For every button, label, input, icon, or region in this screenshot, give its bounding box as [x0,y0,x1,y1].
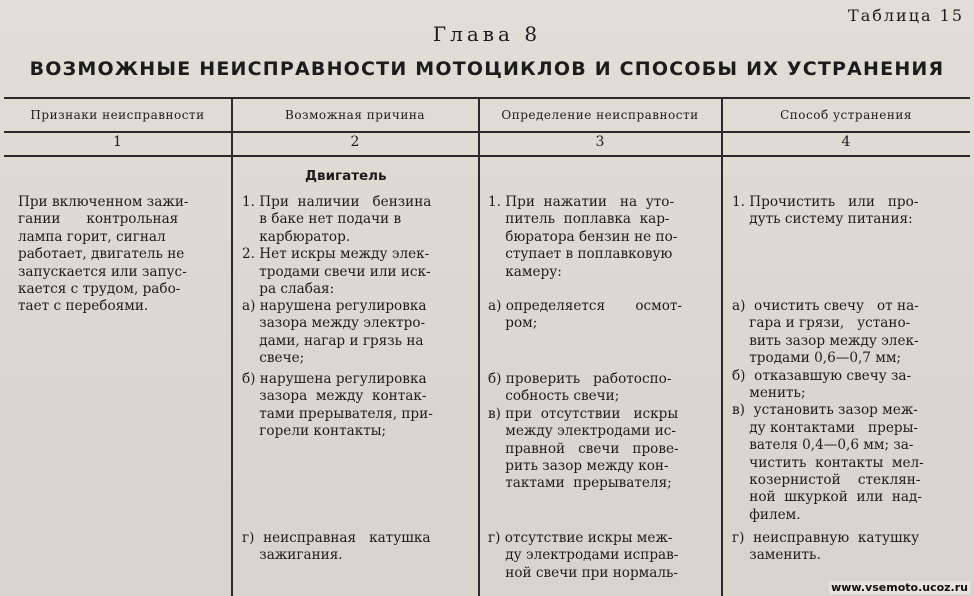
table-number: Таблица 15 [848,6,964,25]
column-number-3: 3 [595,134,605,150]
column-divider-3 [721,97,723,596]
chapter-heading: Глава 8 [432,22,542,46]
table-top-rule [4,97,970,99]
header-divider-rule [4,131,970,133]
column-header-diagnosis: Определение неисправности [501,108,699,122]
remedy-item-g: г) неисправную катушку заменить. [732,530,920,564]
column-header-remedy: Способ устранения [780,108,912,122]
watermark: www.vsemoto.ucoz.ru [831,581,968,594]
column-remedy [732,194,968,594]
cause-item-g: г) неисправная катушка зажигания. [242,530,431,564]
diagnosis-item-g: г) отсутствие искры меж- ду электродами исправ- ной свечи при нормаль- [488,530,679,581]
page-title: ВОЗМОЖНЫЕ НЕИСПРАВНОСТИ МОТОЦИКЛОВ И СПОСОБЫ ИХ УСТРАНЕНИЯ [29,58,945,80]
column-number-4: 4 [841,134,851,150]
column-symptoms [18,194,228,594]
cause-item-b: б) нарушена регулировка зазора между контак- тами прерывателя, при- горели контакты; [242,371,433,440]
column-diagnosis [488,194,718,594]
diagnosis-item-1: 1. При нажатии на уто- питель поплавка кар- бюратора бензин не по- ступает в поплавковую камеру: [488,194,678,280]
symptom-text: При включенном зажи- гании контрольная лампа горит, сигнал работает, двигатель не запускается или запус- кается с трудом, рабо- тает с перебоями. [18,194,189,315]
column-cause [242,194,476,594]
number-row-rule [4,155,970,157]
column-number-1: 1 [113,134,122,150]
column-header-cause: Возможная причина [285,108,425,122]
column-divider-2 [478,97,480,596]
column-divider-1 [231,97,233,596]
column-header-symptoms: Признаки неисправности [30,108,205,122]
diagnosis-item-a: а) определяется осмот- ром; [488,298,683,332]
cause-item-a: а) нарушена регулировка зазора между электро- дами, нагар и грязь на свече; [242,298,427,367]
section-title-engine: Двигатель [305,168,387,184]
cause-item-1-2: 1. При наличии бензина в баке нет подачи в карбюратор. 2. Нет искры между элек- тродами свечи или иск- ра слабая: [242,194,432,298]
diagnosis-item-b-v: б) проверить работоспо- собность свечи; в) при отсутствии искры между электродами ис- правной свечи прове- рить зазор между кон- тактами прерывателя; [488,371,679,492]
column-number-2: 2 [350,134,360,150]
remedy-item-1: 1. Прочистить или про- дуть систему питания: [732,194,919,228]
remedy-item-a-b-v: а) очистить свечу от на- гара и грязи, устано- вить зазор между элек- тродами 0,6—0,7 мм; б) отказавшую свечу за- менить; в) установить зазор меж- ду контактами преры- вателя 0,4—0,6 мм; за- чистить контакты мел- козернистой стеклян- ной шкуркой или над- филем. [732,298,924,523]
